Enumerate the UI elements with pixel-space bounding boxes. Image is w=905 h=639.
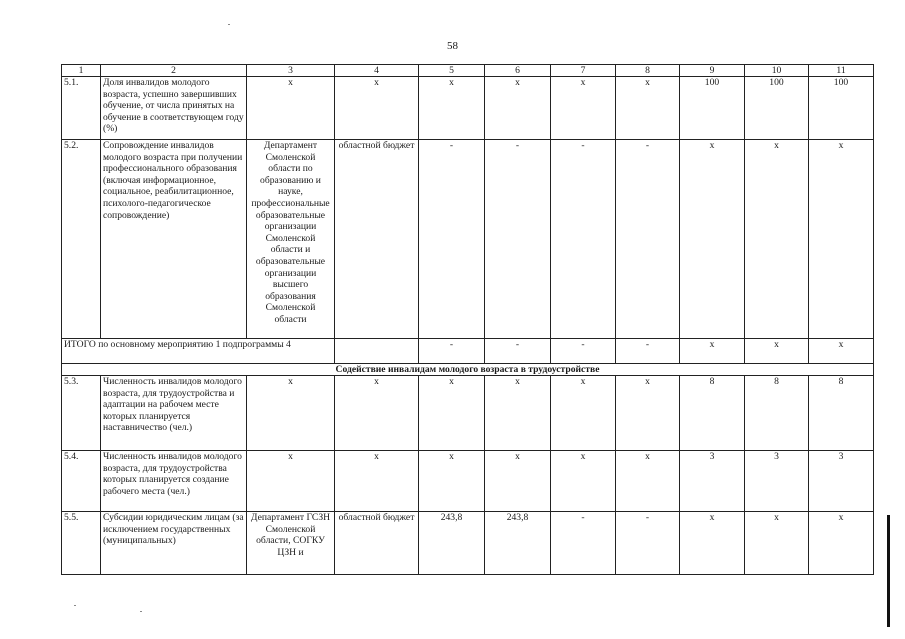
value-cell: x [485, 77, 551, 140]
executor-cell: Департамент ГСЗН Смоленской области, СОГКУ ЦЗН и [247, 512, 335, 575]
row-name: Сопровождение инвалидов молодого возраста при получении профессионального образования (включая информационное, социальное, реабилитационное, психолого-педагогическое сопровождение) [101, 140, 247, 339]
column-number: 1 [62, 65, 101, 77]
column-number: 4 [335, 65, 419, 77]
value-cell: x [551, 77, 616, 140]
column-number: 3 [247, 65, 335, 77]
column-number: 10 [745, 65, 809, 77]
executor-cell: Департамент Смоленской области по образованию и науке, профессиональные образовательные организации Смоленской области и образовательные организации высшего образования Смоленской области [247, 140, 335, 339]
executor-cell: x [247, 77, 335, 140]
scan-speck [140, 611, 142, 612]
value-cell: - [616, 140, 680, 339]
value-cell: - [485, 339, 551, 364]
row-number: 5.1. [62, 77, 101, 140]
value-cell: - [551, 512, 616, 575]
value-cell: x [809, 512, 874, 575]
value-cell: x [745, 140, 809, 339]
value-cell: 100 [809, 77, 874, 140]
value-cell: x [551, 451, 616, 512]
value-cell: - [616, 339, 680, 364]
value-cell: x [419, 376, 485, 451]
value-cell: - [551, 339, 616, 364]
table-row [62, 451, 874, 512]
executor-cell: x [247, 376, 335, 451]
table-row [62, 512, 874, 575]
column-number: 11 [809, 65, 874, 77]
value-cell: 100 [745, 77, 809, 140]
row-name: Численность инвалидов молодого возраста, для трудоустройства и адаптации на рабочем месте которых планируется наставничество (чел.) [101, 376, 247, 451]
value-cell: 3 [745, 451, 809, 512]
value-cell: x [616, 77, 680, 140]
total-label: ИТОГО по основному мероприятию 1 подпрограммы 4 [62, 339, 335, 364]
column-number: 2 [101, 65, 247, 77]
column-number: 6 [485, 65, 551, 77]
row-name: Субсидии юридическим лицам (за исключением государственных (муниципальных) [101, 512, 247, 575]
column-number: 7 [551, 65, 616, 77]
value-cell: x [809, 339, 874, 364]
value-cell: 3 [809, 451, 874, 512]
row-number: 5.5. [62, 512, 101, 575]
value-cell: x [419, 77, 485, 140]
source-cell [335, 339, 419, 364]
value-cell: - [485, 140, 551, 339]
scan-edge-mark [887, 515, 890, 627]
value-cell: x [551, 376, 616, 451]
value-cell: x [616, 376, 680, 451]
value-cell: x [745, 512, 809, 575]
executor-cell: x [247, 451, 335, 512]
value-cell: 8 [680, 376, 745, 451]
value-cell: x [680, 140, 745, 339]
source-cell: x [335, 77, 419, 140]
total-row [62, 339, 874, 364]
table-row [62, 77, 874, 140]
value-cell: 243,8 [485, 512, 551, 575]
row-number: 5.4. [62, 451, 101, 512]
value-cell: x [745, 339, 809, 364]
value-cell: 243,8 [419, 512, 485, 575]
table-row [62, 140, 874, 339]
page-number: 58 [447, 40, 458, 52]
column-number: 8 [616, 65, 680, 77]
value-cell: - [551, 140, 616, 339]
value-cell: - [616, 512, 680, 575]
source-cell: областной бюджет [335, 512, 419, 575]
value-cell: 8 [809, 376, 874, 451]
value-cell: - [419, 339, 485, 364]
scan-speck [74, 605, 76, 606]
column-number-row [62, 65, 874, 77]
value-cell: x [419, 451, 485, 512]
value-cell: 8 [745, 376, 809, 451]
column-number: 5 [419, 65, 485, 77]
value-cell: - [419, 140, 485, 339]
section-row [62, 364, 874, 376]
value-cell: 3 [680, 451, 745, 512]
source-cell: x [335, 451, 419, 512]
row-name: Доля инвалидов молодого возраста, успешно завершивших обучение, от числа принятых на обучение в соответствующем году (%) [101, 77, 247, 140]
value-cell: x [680, 339, 745, 364]
table-row [62, 376, 874, 451]
column-number: 9 [680, 65, 745, 77]
value-cell: 100 [680, 77, 745, 140]
source-cell: x [335, 376, 419, 451]
program-table [61, 64, 874, 575]
row-number: 5.2. [62, 140, 101, 339]
value-cell: x [680, 512, 745, 575]
section-title: Содействие инвалидам молодого возраста в трудоустройстве [62, 364, 874, 376]
value-cell: x [485, 376, 551, 451]
row-name: Численность инвалидов молодого возраста, для трудоустройства которых планируется создание рабочего места (чел.) [101, 451, 247, 512]
value-cell: x [485, 451, 551, 512]
value-cell: x [809, 140, 874, 339]
source-cell: областной бюджет [335, 140, 419, 339]
value-cell: x [616, 451, 680, 512]
row-number: 5.3. [62, 376, 101, 451]
scan-speck [228, 24, 230, 25]
